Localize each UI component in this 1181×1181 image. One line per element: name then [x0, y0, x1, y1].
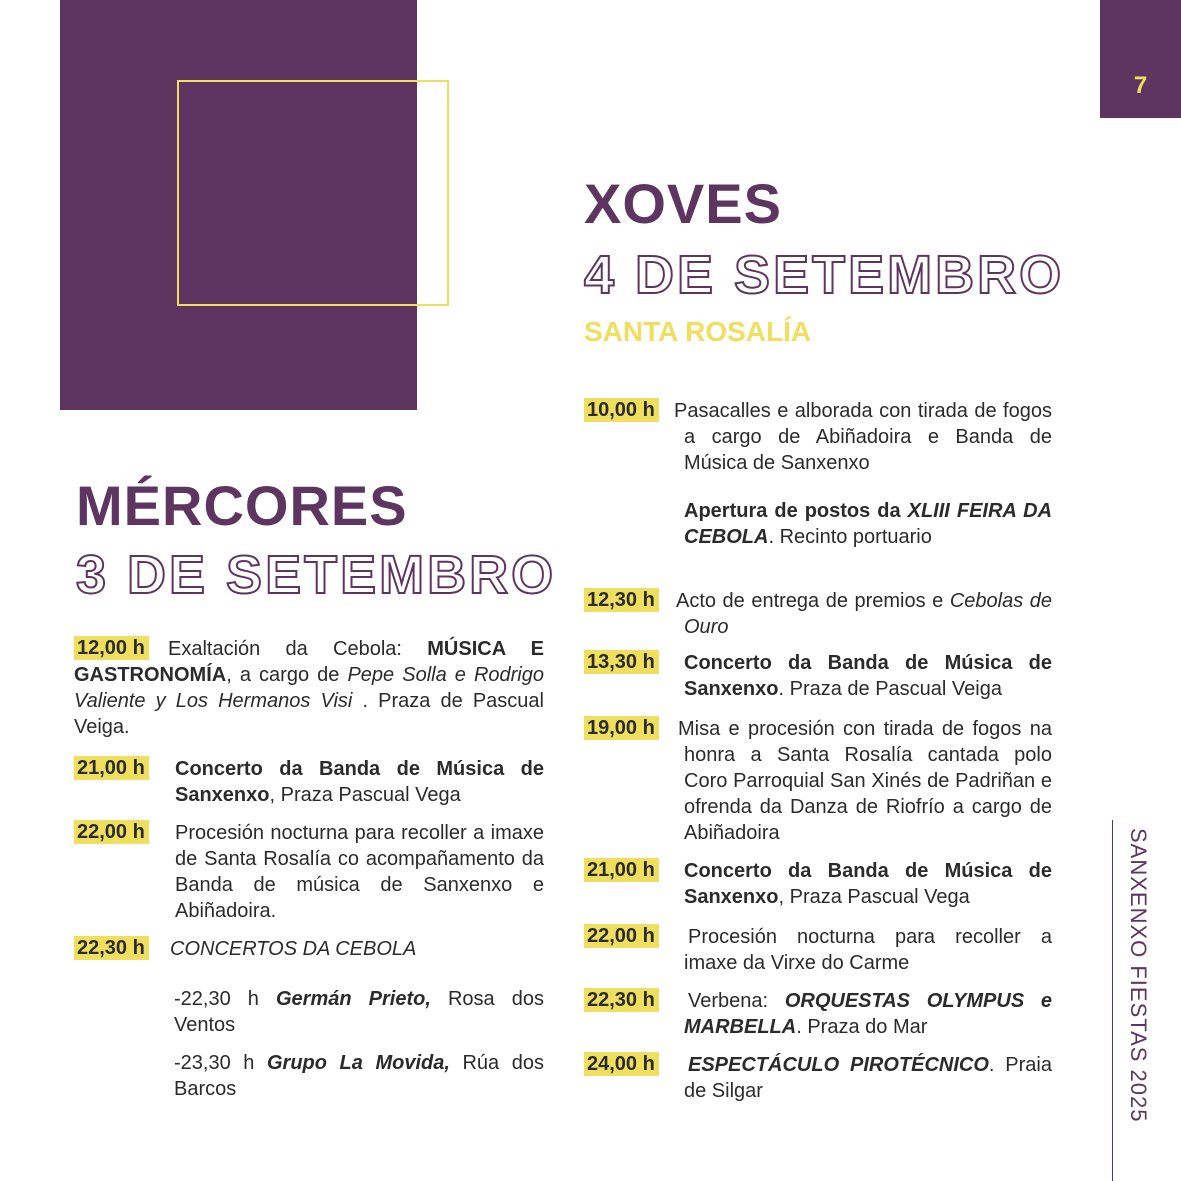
event-time: 21,00 h — [584, 858, 659, 882]
side-label: SANXENXO FIESTAS 2025 — [1126, 828, 1151, 1123]
event-description: CONCERTOS DA CEBOLA — [170, 938, 417, 960]
event-description: Exaltación da Cebola: MÚSICA E GASTRONOMÍA, a cargo de Pepe Solla e Rodrigo Valiente y Los Hermanos Visi . Praza de Pascual Veiga. — [74, 638, 545, 738]
wednesday-event-2 — [74, 756, 544, 808]
event-description: Acto de entrega de premios e Cebolas de Ouro — [676, 590, 1052, 638]
page-number: 7 — [1133, 72, 1148, 99]
wednesday-event-4 — [74, 936, 544, 962]
thursday-event-2 — [584, 588, 1052, 640]
side-divider — [1112, 820, 1113, 1181]
event-description: Misa e procesión con tirada de fogos na honra a Santa Rosalía cantada polo Coro Parroquial San Xinés de Padriñan e ofrenda da Danza de Riofrío a cargo de Abiñadoira — [678, 718, 1052, 844]
thursday-event-1 — [584, 398, 1052, 476]
event-time: 22,00 h — [584, 924, 659, 948]
event-time: 19,00 h — [584, 716, 659, 740]
event-time: 12,30 h — [584, 588, 659, 612]
thursday-event-3 — [584, 650, 1052, 702]
wednesday-event-1 — [74, 636, 544, 740]
wednesday-date-title: 3 DE SETEMBRO — [76, 545, 557, 605]
thursday-saint: SANTA ROSALÍA — [584, 316, 812, 347]
wednesday-concert-2: -23,30 h Grupo La Movida, Rúa dos Barcos — [174, 1052, 544, 1100]
event-description: Procesión nocturna para recoller a imaxe de Santa Rosalía co acompañamento da Banda de música de Sanxenxo e Abiñadoira. — [175, 822, 544, 922]
thursday-event-5 — [584, 858, 1052, 910]
event-time: 13,30 h — [584, 650, 659, 674]
event-description: Pasacalles e alborada con tirada de fogos a cargo de Abiñadoira e Banda de Música de Sanxenxo — [674, 400, 1052, 474]
event-description: ESPECTÁCULO PIROTÉCNICO. Praia de Silgar — [684, 1054, 1052, 1102]
wednesday-event-3 — [74, 820, 544, 924]
page-number-tab — [1100, 0, 1181, 118]
event-description: Verbena: ORQUESTAS OLYMPUS e MARBELLA. Praza do Mar — [684, 990, 1053, 1038]
event-description: Procesión nocturna para recoller a imaxe da Virxe do Carme — [684, 926, 1052, 974]
thursday-event-4 — [584, 716, 1052, 846]
event-time: 22,30 h — [584, 988, 659, 1012]
thursday-event-8 — [584, 1052, 1052, 1104]
event-time: 12,00 h — [74, 636, 149, 660]
event-time: 10,00 h — [584, 398, 659, 422]
thursday-event-6 — [584, 924, 1052, 976]
wednesday-concert-1: -22,30 h Germán Prieto, Rosa dos Ventos — [174, 988, 544, 1036]
wednesday-day-title: MÉRCORES — [76, 474, 408, 537]
event-time: 22,30 h — [74, 936, 149, 960]
thursday-date-title: 4 DE SETEMBRO — [584, 245, 1065, 305]
thursday-day-title: XOVES — [584, 172, 782, 235]
thursday-event-7 — [584, 988, 1052, 1040]
event-description: Concerto da Banda de Música de Sanxenxo, Praza Pascual Vega — [684, 860, 1052, 908]
event-time: 24,00 h — [584, 1052, 659, 1076]
event-description: Concerto da Banda de Música de Sanxenxo. Praza de Pascual Veiga — [684, 652, 1052, 700]
event-time: 21,00 h — [74, 756, 149, 780]
thursday-fair-opening: Apertura de postos da XLIII FEIRA DA CEBOLA. Recinto portuario — [684, 500, 1053, 548]
decor-yellow-frame — [177, 80, 449, 306]
event-time: 22,00 h — [74, 820, 149, 844]
event-description: Concerto da Banda de Música de Sanxenxo, Praza Pascual Vega — [175, 758, 544, 806]
